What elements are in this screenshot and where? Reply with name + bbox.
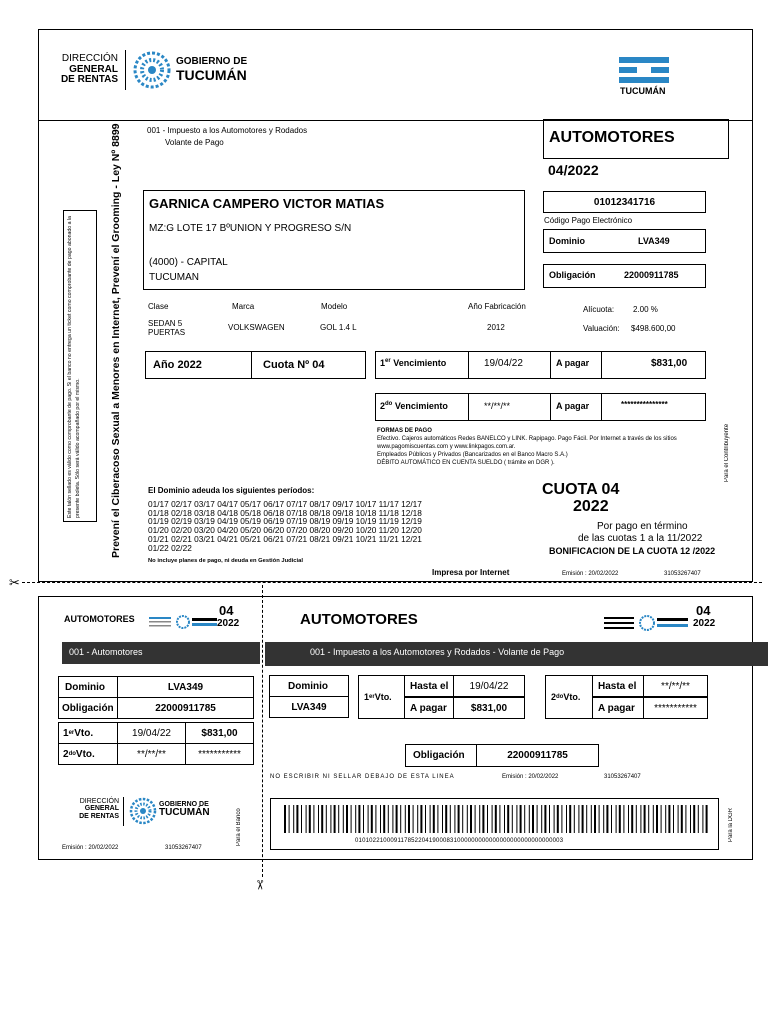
main-obligacion-label: Obligación [405, 744, 477, 767]
barcode-bar [296, 805, 298, 833]
alicuota-value: 2.00 % [633, 305, 658, 314]
venc2-date: **/**/** [484, 401, 511, 411]
logo-divider [125, 50, 126, 90]
pago-line1: Por pago en término [597, 521, 688, 532]
payment-code: 01012341716 [543, 191, 706, 213]
obligacion-label: Obligación [549, 270, 596, 280]
barcode-bar [437, 805, 438, 833]
taxpayer-province: TUCUMAN [149, 272, 199, 283]
dgr-logo-small-line2: GENERAL [84, 805, 119, 813]
clase-label: Clase [148, 302, 169, 311]
barcode-bar [541, 805, 542, 833]
barcode-bar [368, 805, 369, 833]
barcode-bar [512, 805, 513, 833]
lower-left-automotores: AUTOMOTORES [64, 614, 135, 624]
barcode-bar [371, 805, 373, 833]
lower-bar-right-text: 001 - Impuesto a los Automotores y Rodados - Volante de Pago [310, 647, 565, 657]
barcode-bar [405, 805, 406, 833]
barcode-bar [631, 805, 633, 833]
clase-value: SEDAN 5 PUERTAS [148, 319, 186, 337]
barcode-bar [334, 805, 336, 833]
mini-logo-right [604, 614, 690, 632]
cuota-big: CUOTA 04 [542, 481, 620, 498]
dgr-logo-small-line1: DIRECCIÓN [79, 798, 119, 805]
stub-vto1-amount: $831,00 [185, 722, 254, 744]
barcode-bar [640, 805, 641, 833]
barcode-bar [594, 805, 596, 833]
barcode-bar [582, 805, 584, 833]
modelo-value: GOL 1.4 L [320, 323, 357, 332]
barcode-bar [321, 805, 323, 833]
formas-line3: Empleados Públicos y Privados (Bancarizados en el Banco Macro S.A.) [377, 452, 568, 458]
dgr-logo-line2: GENERAL [69, 63, 118, 75]
gob-logo [176, 57, 247, 82]
cut-line-horizontal [22, 582, 762, 583]
main-apagar-label: A pagar [404, 697, 454, 719]
stub-dominio-label: Dominio [58, 676, 118, 698]
barcode-bar [706, 805, 708, 833]
barcode-bar [554, 805, 555, 833]
venc2-apagar-label: A pagar [556, 401, 590, 411]
lower-bar-left [62, 642, 260, 664]
main-hasta-label: Hasta el [404, 675, 454, 697]
barcode-bar [566, 805, 567, 833]
barcode-bar [445, 805, 447, 833]
barcode-bar [574, 805, 575, 833]
marca-value: VOLKSWAGEN [228, 323, 285, 332]
venc1-label: 1er Vencimiento [380, 358, 447, 368]
barcode-bar [606, 805, 608, 833]
barcode-bar [504, 805, 505, 833]
barcode-bar [442, 805, 443, 833]
stub-vto2-amount: *********** [185, 743, 254, 765]
formas-line1: Efectivo. Cajeros automáticos Redes BANELCO y LINK. Rapipago. Pago Fácil. Por Internet a través de los sitios [377, 436, 677, 442]
venc2-label: $2^{do}$ Vencimiento [380, 401, 448, 411]
adeuda-title: El Dominio adeuda los siguientes períodos: [148, 486, 315, 495]
barcode-bar [338, 805, 339, 833]
emision-code-lower: 31053267407 [604, 774, 641, 780]
barcode-bar [507, 805, 509, 833]
barcode-bar [495, 805, 497, 833]
dgr-logo [60, 54, 118, 86]
barcode-bar [313, 805, 314, 833]
barcode-bar [549, 805, 550, 833]
barcode-bar [492, 805, 493, 833]
dgr-logo-small-line3: DE RENTAS [79, 812, 119, 820]
para-banco: Para el Banco [236, 808, 242, 846]
barcode-bar [544, 805, 546, 833]
venc1-divider-b [550, 351, 551, 379]
venc2-divider-c [601, 393, 602, 421]
gob-logo-line2: TUCUMÁN [176, 66, 247, 83]
side-notice-text: Este talón sellado es válido como comprobante de pago. Si el banco no entrega un ticket como comprobante de pago abonado a la presente boleta. Sólo será válido acompañado por el mismo. [67, 216, 81, 518]
barcode-bar [628, 805, 629, 833]
stub-dominio: LVA349 [117, 676, 254, 698]
lower-bar-left-text: 001 - Automotores [69, 647, 143, 657]
period: 04/2022 [548, 162, 599, 178]
barcode-bar [470, 805, 472, 833]
barcode-bar [306, 805, 307, 833]
formas-title: FORMAS DE PAGO [377, 428, 432, 434]
cuota-label: Cuota Nº 04 [251, 351, 366, 379]
sun-icon [133, 51, 171, 89]
main-dominio: LVA349 [269, 696, 349, 718]
emision-upper: Emisión : 20/02/2022 [562, 571, 619, 577]
adeuda-line: 01/19 02/19 03/19 04/19 05/19 06/19 07/19 08/19 09/19 10/19 11/19 12/19 [148, 516, 422, 527]
emision-code-stub: 31053267407 [165, 845, 202, 851]
venc1-divider-c [601, 351, 602, 379]
formas-line4: DÉBITO AUTOMÁTICO EN CUENTA SUELDO ( trámite en DGR ). [377, 460, 555, 466]
barcode-bar [351, 805, 352, 833]
marca-label: Marca [232, 302, 255, 311]
venc2-amount: *************** [621, 400, 668, 409]
barcode-bar [301, 805, 302, 833]
barcode-bar [690, 805, 691, 833]
barcode-bar [529, 805, 530, 833]
stub-obligacion-label: Obligación [58, 697, 118, 719]
barcode-bar [293, 805, 294, 833]
barcode-bar [661, 805, 662, 833]
gob-logo-line1: GOBIERNO DE [176, 56, 248, 67]
side-law-text: Prevení el Ciberacoso Sexual a Menores en Internet, Prevení el Grooming - Ley Nº 8899 [110, 123, 122, 558]
modelo-label: Modelo [321, 302, 348, 311]
no-escribir: NO ESCRIBIR NI SELLAR DEBAJO DE ESTA LINEA [270, 774, 455, 780]
barcode-bar [520, 805, 522, 833]
barcode-bar [454, 805, 455, 833]
main-vto2-date: **/**/** [643, 675, 708, 697]
barcode-bar [487, 805, 488, 833]
stub-vto2-label: 2 do Vto. [58, 743, 118, 765]
dgr-logo-line3: DE RENTAS [60, 74, 118, 85]
scissors-icon: ✂ [9, 575, 20, 590]
logo-divider-small [123, 797, 124, 826]
barcode-bar [475, 805, 476, 833]
barcode-bar [433, 805, 435, 833]
main-vto2-amount: *********** [643, 697, 708, 719]
scissors-icon: ✂ [252, 879, 268, 891]
barcode-bar [499, 805, 500, 833]
stub-obligacion: 22000911785 [117, 697, 254, 719]
barcode-bar [462, 805, 463, 833]
barcode-bar [653, 805, 654, 833]
adeuda-line: 01/22 02/22 [148, 542, 192, 553]
bonificacion: BONIFICACION DE LA CUOTA 12 /2022 [549, 546, 716, 556]
barcode-bar [537, 805, 538, 833]
barcode-bar [309, 805, 311, 833]
venc1-apagar-label: A pagar [556, 358, 590, 368]
barcode-bar [396, 805, 398, 833]
gob-logo-small [159, 801, 210, 819]
barcode-bar [363, 805, 364, 833]
pago-line2: de las cuotas 1 a la 11/2022 [578, 533, 703, 544]
barcode-bar [673, 805, 674, 833]
tax-line1: 001 - Impuesto a los Automotores y Rodados [147, 126, 308, 135]
barcode-bar [557, 805, 559, 833]
barcode-bar [656, 805, 658, 833]
barcode-bar [619, 805, 621, 833]
adeuda-line: 01/18 02/18 03/18 04/18 05/18 06/18 07/18 08/18 09/18 10/18 11/18 12/18 [148, 507, 422, 518]
lower-left-year: 2022 [217, 618, 240, 629]
barcode-bar [380, 805, 381, 833]
stub-vto1-label: 1 er Vto. [58, 722, 118, 744]
barcode-bar [603, 805, 604, 833]
payment-code-label: Código Pago Electrónico [544, 216, 633, 225]
venc1-amount: $831,00 [651, 358, 688, 369]
barcode-bar [668, 805, 670, 833]
adeuda-note: No incluye planes de pago, ni deuda en Gestión Judicial [148, 558, 303, 564]
barcode-bar [355, 805, 356, 833]
barcode-bar [425, 805, 426, 833]
emision-lower: Emisión : 20/02/2022 [502, 774, 559, 780]
main-vto1-label: 1 er Vto. [358, 675, 405, 719]
obligacion-value: 22000911785 [624, 270, 679, 280]
barcode-bar [346, 805, 348, 833]
anio-cuota: Año 2022 [145, 351, 252, 379]
barcode-bar [648, 805, 649, 833]
barcode-bar [467, 805, 468, 833]
main-apagar-label-2: A pagar [592, 697, 644, 719]
adeuda-line: 01/17 02/17 03/17 04/17 05/17 06/17 07/17 08/17 09/17 10/17 11/17 12/17 [148, 499, 422, 509]
barcode-bar [417, 805, 418, 833]
adeuda-line: 01/21 02/21 03/21 04/21 05/21 06/21 07/21 08/21 09/21 10/21 11/21 12/21 [148, 533, 422, 544]
venc2-divider-a [468, 393, 469, 421]
adeuda-line: 01/20 02/20 03/20 04/20 05/20 06/20 07/20 08/20 09/20 10/20 11/20 12/20 [148, 525, 422, 536]
barcode-bar [413, 805, 414, 833]
category-title: AUTOMOTORES [549, 129, 675, 146]
barcode-bar [318, 805, 319, 833]
barcode-bar [611, 805, 612, 833]
barcode-bar [586, 805, 587, 833]
lower-right-year: 2022 [693, 618, 716, 629]
barcode-bar [458, 805, 460, 833]
lower-right-automotores: AUTOMOTORES [300, 611, 418, 628]
barcode-bar [326, 805, 327, 833]
stub-vto2-date: **/**/** [117, 743, 186, 765]
gob-logo-small-line2: TUCUMÁN [159, 807, 210, 819]
barcode-bar [430, 805, 431, 833]
barcode-bar [358, 805, 360, 833]
tucuman-flag-icon [619, 54, 669, 84]
lower-left-num: 04 [219, 603, 234, 618]
barcode-bar [330, 805, 331, 833]
barcode-bar [284, 805, 286, 833]
tax-line2: Volante de Pago [165, 138, 224, 147]
venc2-divider-b [550, 393, 551, 421]
barcode-bar [408, 805, 410, 833]
barcode-bar [532, 805, 534, 833]
barcode-bar [569, 805, 571, 833]
main-vto1-amount: $831,00 [453, 697, 525, 719]
tucuman-label: TUCUMÁN [620, 86, 666, 96]
barcode-bar [681, 805, 683, 833]
barcode-bar [516, 805, 517, 833]
para-contribuyente: Para el Contribuyente [724, 423, 730, 482]
barcode-bar [665, 805, 666, 833]
dominio-label: Dominio [549, 236, 585, 246]
barcode-bar [685, 805, 686, 833]
main-vto2-label: 2 do Vto. [545, 675, 593, 719]
dgr-logo-line1: DIRECCIÓN [61, 53, 118, 64]
gob-logo-small-line1: GOBIERNO DE [159, 801, 209, 808]
valuacion-value: $498.600,00 [631, 324, 676, 333]
barcode-bar [599, 805, 600, 833]
alicuota-label: Alícuota: [583, 305, 615, 314]
para-dgr: Para la DGR [728, 807, 734, 842]
lower-right-num: 04 [696, 603, 711, 618]
barcode-bar [591, 805, 592, 833]
barcode-bar [450, 805, 451, 833]
barcode-bar [383, 805, 385, 833]
impresa: Impresa por Internet [432, 568, 510, 577]
barcode [284, 805, 708, 833]
barcode-bar [616, 805, 617, 833]
anio-value: 2012 [487, 323, 505, 332]
barcode-bar [388, 805, 389, 833]
barcode-bar [578, 805, 579, 833]
barcode-bar [479, 805, 480, 833]
dominio-value: LVA349 [638, 236, 670, 246]
valuacion-label: Valuación: [583, 324, 620, 333]
stub-vto1-date: 19/04/22 [117, 722, 186, 744]
dgr-logo-small [75, 798, 119, 820]
taxpayer-city: (4000) - CAPITAL [149, 257, 228, 268]
barcode-bar [561, 805, 562, 833]
main-dominio-label: Dominio [269, 675, 349, 697]
barcode-bar [644, 805, 646, 833]
barcode-bar [636, 805, 637, 833]
lower-bar-right [265, 642, 768, 666]
sun-icon-small [129, 797, 157, 825]
barcode-bar [392, 805, 393, 833]
barcode-bar [400, 805, 401, 833]
taxpayer-address: MZ:G LOTE 17 BºUNION Y PROGRESO S/N [149, 223, 352, 234]
adeuda-list [148, 500, 422, 552]
barcode-bar [698, 805, 699, 833]
barcode-bar [420, 805, 422, 833]
main-obligacion: 22000911785 [476, 744, 599, 767]
cuota-year: 2022 [573, 498, 609, 515]
venc1-divider-a [468, 351, 469, 379]
main-vto1-date: 19/04/22 [453, 675, 525, 697]
barcode-bar [482, 805, 484, 833]
emision-stub: Emisión : 20/02/2022 [62, 845, 119, 851]
barcode-bar [289, 805, 290, 833]
anio-label: Año Fabricación [468, 302, 526, 311]
emision-code-upper: 31053267407 [664, 571, 701, 577]
main-hasta-label-2: Hasta el [592, 675, 644, 697]
venc1-date: 19/04/22 [484, 358, 523, 369]
barcode-bar [693, 805, 695, 833]
barcode-bar [702, 805, 703, 833]
barcode-bar [678, 805, 679, 833]
barcode-number: 01010221000911785220419000831000000000000000000000000000003 [355, 838, 564, 844]
formas-line2: www.pagomiscuentas.com y www.linkpagos.com.ar. [377, 444, 516, 450]
mini-logo-left [149, 614, 219, 630]
barcode-bar [375, 805, 376, 833]
taxpayer-name: GARNICA CAMPERO VICTOR MATIAS [149, 196, 385, 211]
barcode-bar [343, 805, 344, 833]
barcode-bar [623, 805, 624, 833]
barcode-bar [524, 805, 525, 833]
